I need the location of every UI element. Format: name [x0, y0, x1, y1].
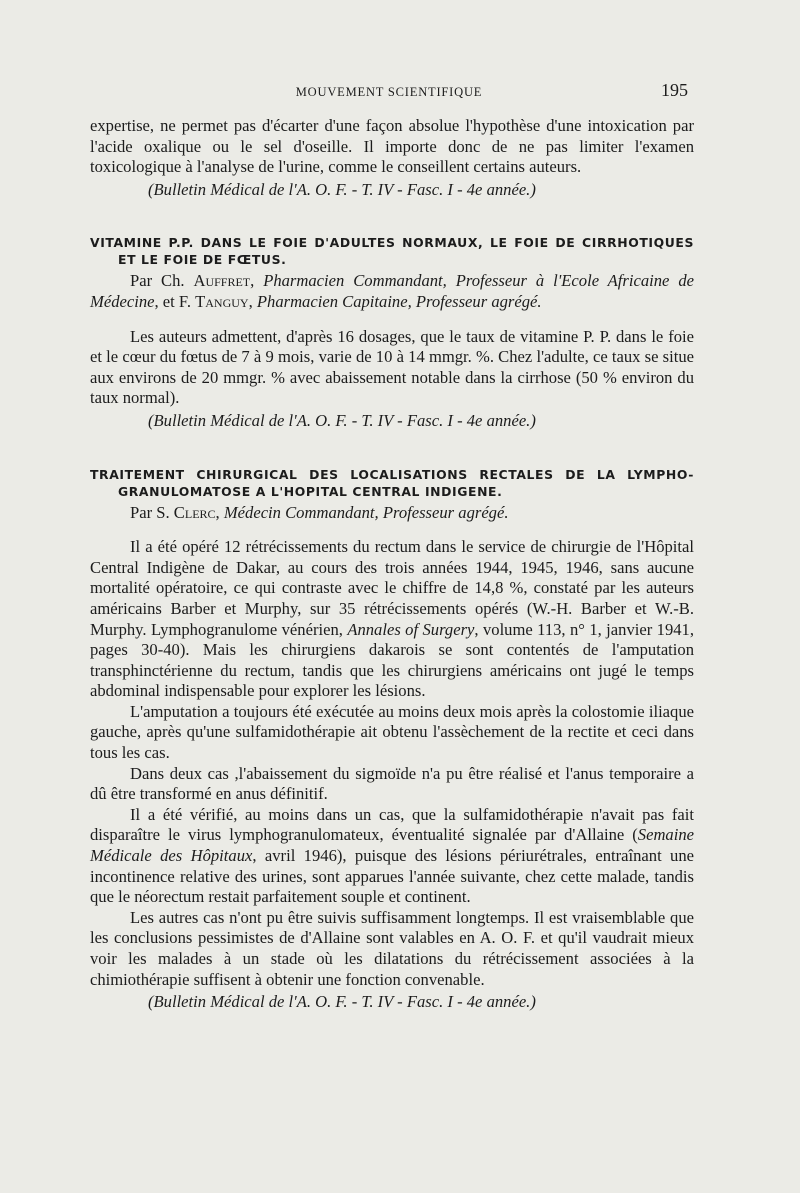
- citation: [90, 180, 694, 201]
- byline-prefix: Par S.: [130, 502, 174, 522]
- citation: [90, 411, 694, 432]
- page-header: [90, 80, 688, 104]
- paragraph-text: Il a été vérifié, au moins dans un cas, que la sulfamidothérapie n'avait pas fait disparaître le virus lymphogranulomateux, éventualité signalée par d'Allaine (: [90, 804, 694, 845]
- byline-separator: ,: [250, 271, 264, 291]
- citation: [90, 992, 694, 1013]
- page-number: 195: [661, 80, 688, 100]
- journal-title: Annales of Surgery: [347, 619, 475, 639]
- citation-text: (Bulletin Médical de l'A. O. F. - T. IV - Fasc. I - 4e année.): [148, 992, 536, 1012]
- article-paragraph: Dans deux cas ,l'abaissement du sigmoïde n'a pu être réalisé et l'anus temporaire a dû être transformé en anus définitif.: [90, 763, 694, 804]
- author-name: Auffret: [193, 271, 251, 291]
- article-title: VITAMINE P.P. DANS LE FOIE D'ADULTES NORMAUX, LE FOIE DE CIRRHOTIQUES ET LE FOIE DE FŒTUS.: [90, 235, 694, 268]
- citation-text: (Bulletin Médical de l'A. O. F. - T. IV - Fasc. I - 4e année.): [148, 410, 536, 430]
- paragraph-text: Il a été opéré 12 rétrécissements du rectum dans le service de chirurgie de l'Hôpital Central Indigène de Dakar, au cours des trois années 1944, 1945, 1946, sans aucune mortalité opératoire, ce qui contraste avec le chiffre de 14,8 %, constaté par les auteurs américains Barber et Murphy, sur 35 rétrécissements opérés (W.-H. Barber et W.-B. Murphy. Lymphogranulome vénérien,: [90, 537, 694, 639]
- article-paragraph: Les auteurs admettent, d'après 16 dosages, que le taux de vitamine P. P. dans le foie et le cœur du fœtus de 7 à 9 mois, varie de 10 à 14 mmgr. %. Chez l'adulte, ce taux se situe aux environs de 20 mmgr. % avec abaissement notable dans la cirrhose (50 % environ du taux normal).: [90, 326, 694, 408]
- author-name: Clerc: [173, 502, 216, 522]
- journal-title: Semaine Médicale des Hôpitaux: [90, 825, 694, 866]
- article-title: TRAITEMENT CHIRURGICAL DES LOCALISATIONS RECTALES DE LA LYMPHO-GRANULOMATOSE A L'HOPITAL CENTRAL INDIGENE.: [90, 466, 694, 499]
- author-role: Médecin Commandant, Professeur agrégé.: [223, 502, 509, 522]
- byline-separator: ,: [215, 502, 224, 522]
- article-paragraph: [90, 537, 694, 702]
- article-byline: [90, 503, 694, 524]
- spacer: [90, 432, 694, 466]
- paragraph-text: , volume 113, n° 1, janvier 1941, pages 30-40). Mais les chirurgiens dakarois se sont contentés de l'amputation transphinctérienne du rectum, tandis que les chirurgiens américains ont jugé le temps abdominal indispensable pour explorer les lésions.: [90, 619, 694, 701]
- byline-separator: ,: [248, 291, 257, 311]
- spacer: [90, 200, 694, 234]
- article-paragraph: L'amputation a toujours été exécutée au moins deux mois après la colostomie iliaque gauche, après qu'une sulfamidothérapie ait obtenu l'assèchement de la rectite et ceci dans tous les cas.: [90, 701, 694, 763]
- spacer: [90, 523, 694, 537]
- byline-separator: , et F.: [154, 291, 196, 311]
- citation-text: (Bulletin Médical de l'A. O. F. - T. IV - Fasc. I - 4e année.): [148, 179, 536, 199]
- page-content: [90, 116, 694, 1013]
- running-title: MOUVEMENT SCIENTIFIQUE: [295, 85, 483, 99]
- author-role: Pharmacien Commandant, Professeur à l'Ecole Africaine de Médecine: [90, 271, 694, 311]
- continued-paragraph: expertise, ne permet pas d'écarter d'une façon absolue l'hypothèse d'une intoxication par l'acide oxalique ou le sel d'oseille. Il importe donc de ne pas limiter l'examen toxicologique à l'analyse de l'urine, comme le conseillent certains auteurs.: [90, 116, 694, 177]
- spacer: [90, 313, 694, 327]
- article-vitamine: [90, 234, 694, 431]
- article-byline: [90, 271, 694, 312]
- article-traitement: [90, 466, 694, 1013]
- article-paragraph: Les autres cas n'ont pu être suivis suffisamment longtemps. Il est vraisemblable que les conclusions pessimistes de d'Allaine sont valables en A. O. F. et qu'il vaudrait mieux voir les malades à un stade où les dilatations du rétrécissement associées à la chimiothérapie suffisent à obtenir une fonction convenable.: [90, 907, 694, 989]
- author-name: Tanguy: [195, 291, 249, 311]
- paragraph-text: , avril 1946), puisque des lésions périurétrales, entraînant une incontinence relative des urines, sont apparues l'année suivante, chez cette malade, tandis que le néorectum restait parfaitement souple et continent.: [90, 846, 695, 907]
- author-role: Pharmacien Capitaine, Professeur agrégé.: [256, 291, 542, 311]
- article-paragraph: [90, 805, 694, 908]
- byline-prefix: Par Ch.: [130, 271, 194, 291]
